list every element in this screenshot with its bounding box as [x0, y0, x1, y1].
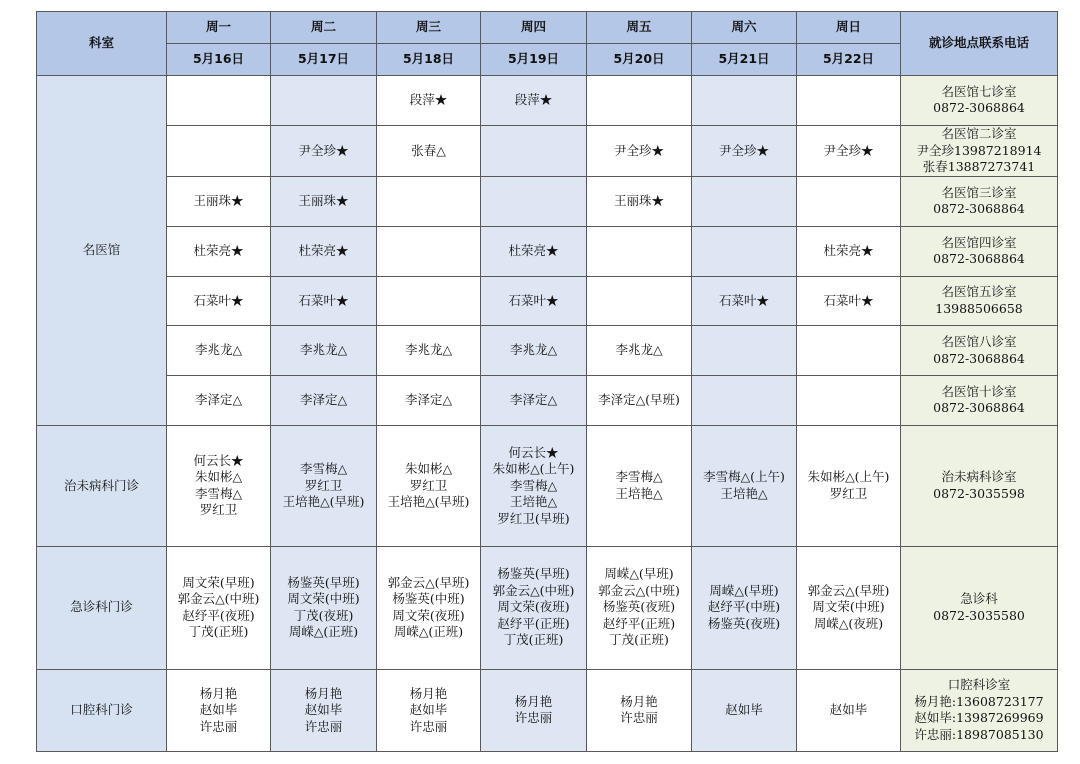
duty-cell — [377, 669, 481, 751]
clinic-room: 口腔科诊室 — [947, 677, 1011, 693]
duty-cell — [797, 226, 901, 276]
duty-cell — [692, 177, 797, 227]
doctor-name: 杨月艳 — [409, 685, 448, 701]
doctor-name: 石菜叶★ — [718, 292, 769, 308]
phone-number: 0872-3068864 — [933, 350, 1025, 366]
doctor-name: 朱如彬△ — [194, 469, 243, 485]
doctor-name: 周嵘△(早班) — [709, 582, 779, 598]
clinic-room: 名医馆十诊室 — [941, 383, 1017, 399]
doctor-name: 杨月艳 — [304, 685, 343, 701]
doctor-name: 赵纾平(正班) — [497, 615, 570, 631]
doctor-name: 李兆龙△ — [299, 342, 348, 358]
doctor-name: 许忠丽 — [304, 718, 343, 734]
duty-cell — [377, 76, 481, 126]
doctor-name: 李泽定△(早班) — [598, 392, 680, 408]
duty-cell — [271, 425, 377, 546]
phone-number: 0872-3068864 — [933, 251, 1025, 267]
duty-cell — [377, 226, 481, 276]
duty-cell — [587, 376, 692, 426]
location-contact-cell — [901, 177, 1058, 227]
doctor-name: 许忠丽 — [514, 710, 553, 726]
duty-schedule-table — [36, 11, 1058, 752]
clinic-room: 名医馆三诊室 — [941, 184, 1017, 200]
location-contact-cell — [901, 376, 1058, 426]
duty-cell — [481, 226, 587, 276]
duty-cell — [692, 125, 797, 176]
phone-number: 13988506658 — [935, 300, 1023, 316]
date-header: 5月19日 — [481, 44, 587, 76]
weekday-header: 周二 — [271, 12, 377, 44]
schedule-row — [37, 177, 1058, 227]
clinic-room: 名医馆四诊室 — [941, 234, 1017, 250]
duty-cell — [797, 326, 901, 376]
date-header: 5月22日 — [797, 44, 901, 76]
doctor-name: 许忠丽 — [409, 718, 448, 734]
schedule-row — [37, 125, 1058, 176]
phone-number: 0872-3068864 — [933, 201, 1025, 217]
duty-cell — [271, 177, 377, 227]
duty-cell — [692, 546, 797, 669]
dept-cell: 口腔科门诊 — [37, 669, 167, 751]
doctor-name: 周文荣(夜班) — [392, 607, 465, 623]
duty-cell — [167, 276, 271, 326]
doctor-name: 杜荣亮★ — [823, 242, 874, 258]
date-header: 5月16日 — [167, 44, 271, 76]
doctor-name: 何云长★ — [508, 444, 559, 460]
doctor-name: 李雪梅△(上午) — [703, 469, 785, 485]
duty-cell — [587, 425, 692, 546]
duty-cell — [692, 669, 797, 751]
duty-cell — [271, 669, 377, 751]
duty-cell — [587, 276, 692, 326]
weekday-header: 周五 — [587, 12, 692, 44]
doctor-name: 许忠丽 — [199, 718, 238, 734]
duty-cell — [377, 326, 481, 376]
duty-cell — [481, 669, 587, 751]
doctor-name: 周嵘△(正班) — [288, 624, 359, 640]
dept-cell: 治未病科门诊 — [37, 425, 167, 546]
duty-cell — [587, 76, 692, 126]
duty-cell — [167, 326, 271, 376]
duty-cell — [377, 276, 481, 326]
phone-number: 0872-3035580 — [933, 607, 1025, 623]
doctor-name: 尹全珍★ — [823, 142, 874, 158]
doctor-name: 王培艳△(早班) — [387, 494, 470, 510]
duty-cell — [692, 276, 797, 326]
duty-cell — [587, 125, 692, 176]
doctor-name: 杨月艳 — [620, 693, 658, 709]
doctor-name: 朱如彬△(上午) — [492, 461, 575, 477]
duty-cell — [481, 376, 587, 426]
duty-cell — [692, 326, 797, 376]
doctor-name: 李雪梅△ — [299, 461, 348, 477]
doctor-name: 赵如毕 — [199, 702, 238, 718]
phone-number: 许忠丽:18987085130 — [914, 726, 1044, 742]
clinic-room: 名医馆二诊室 — [941, 126, 1017, 142]
phone-number: 0872-3068864 — [933, 100, 1025, 116]
schedule-row — [37, 76, 1058, 126]
doctor-name: 周文荣(中班) — [812, 599, 885, 615]
duty-cell — [797, 425, 901, 546]
doctor-name: 丁茂(正班) — [188, 624, 249, 640]
duty-cell — [481, 546, 587, 669]
weekday-header: 周日 — [797, 12, 901, 44]
doctor-name: 李雪梅△ — [509, 477, 558, 493]
doctor-name: 石菜叶★ — [508, 292, 559, 308]
doctor-name: 杨月艳 — [514, 693, 553, 709]
doctor-name: 杨鉴英(夜班) — [602, 599, 676, 615]
location-contact-cell — [901, 76, 1058, 126]
phone-number: 赵如毕:13987269969 — [914, 710, 1044, 726]
duty-cell — [271, 125, 377, 176]
doctor-name: 郭金云△(中班) — [598, 582, 680, 598]
doctor-name: 段萍★ — [514, 92, 553, 108]
duty-cell — [692, 226, 797, 276]
weekday-header: 周一 — [167, 12, 271, 44]
phone-number: 杨月艳:13608723177 — [914, 693, 1044, 709]
duty-cell — [481, 425, 587, 546]
doctor-name: 石菜叶★ — [823, 292, 874, 308]
doctor-name: 王丽珠★ — [613, 193, 664, 209]
phone-number: 0872-3068864 — [933, 400, 1025, 416]
clinic-room: 名医馆五诊室 — [941, 284, 1017, 300]
location-contact-cell — [901, 226, 1058, 276]
date-header: 5月18日 — [377, 44, 481, 76]
duty-cell — [481, 177, 587, 227]
doctor-name: 石菜叶★ — [298, 292, 349, 308]
duty-cell — [692, 425, 797, 546]
doctor-name: 赵纾平(正班) — [602, 615, 676, 631]
doctor-name: 赵如毕 — [829, 702, 868, 718]
weekday-header: 周四 — [481, 12, 587, 44]
doctor-name: 周文荣(中班) — [287, 591, 360, 607]
doctor-name: 丁茂(正班) — [503, 632, 564, 648]
header-weekday-row — [37, 12, 1058, 44]
location-contact-cell — [901, 326, 1058, 376]
location-contact-cell — [901, 125, 1058, 176]
doctor-name: 赵如毕 — [304, 702, 343, 718]
doctor-name: 朱如彬△ — [404, 461, 453, 477]
doctor-name: 王培艳△ — [509, 494, 558, 510]
doctor-name: 赵纾平(夜班) — [182, 607, 255, 623]
weekday-header: 周六 — [692, 12, 797, 44]
schedule-row — [37, 326, 1058, 376]
doctor-name: 郭金云△(早班) — [807, 582, 890, 598]
doctor-name: 李雪梅△ — [615, 469, 663, 485]
doctor-name: 丁茂(正班) — [609, 632, 669, 648]
duty-cell — [797, 276, 901, 326]
doctor-name: 石菜叶★ — [193, 292, 244, 308]
doctor-name: 郭金云△(早班) — [387, 574, 470, 590]
duty-cell — [167, 669, 271, 751]
clinic-room: 名医馆七诊室 — [941, 83, 1017, 99]
schedule-row — [37, 376, 1058, 426]
doctor-name: 李兆龙△ — [404, 342, 453, 358]
doctor-name: 王培艳△ — [720, 485, 768, 501]
doctor-name: 周嵘△(夜班) — [813, 615, 884, 631]
doctor-name: 罗红卫 — [199, 502, 238, 518]
schedule-row — [37, 546, 1058, 669]
doctor-name: 尹全珍★ — [298, 142, 349, 158]
doctor-name: 李泽定△ — [194, 392, 243, 408]
duty-cell — [797, 376, 901, 426]
duty-cell — [271, 76, 377, 126]
doctor-name: 罗红卫 — [304, 477, 343, 493]
doctor-name: 杨月艳 — [199, 685, 238, 701]
duty-cell — [167, 425, 271, 546]
doctor-name: 赵如毕 — [409, 702, 448, 718]
duty-cell — [167, 76, 271, 126]
phone-number: 尹全珍13987218914 — [916, 142, 1042, 158]
duty-cell — [797, 177, 901, 227]
weekday-header: 周三 — [377, 12, 481, 44]
location-contact-cell — [901, 425, 1058, 546]
doctor-name: 张春△ — [411, 142, 446, 158]
date-header: 5月21日 — [692, 44, 797, 76]
phone-number: 0872-3035598 — [933, 485, 1025, 501]
duty-cell — [797, 125, 901, 176]
duty-cell — [692, 76, 797, 126]
doctor-name: 杜荣亮★ — [508, 242, 559, 258]
duty-cell — [587, 669, 692, 751]
duty-cell — [797, 546, 901, 669]
doctor-name: 王丽珠★ — [193, 193, 244, 209]
location-contact-cell — [901, 546, 1058, 669]
dept-cell: 急诊科门诊 — [37, 546, 167, 669]
schedule-row — [37, 276, 1058, 326]
doctor-name: 罗红卫 — [409, 477, 448, 493]
schedule-row — [37, 669, 1058, 751]
duty-cell — [167, 376, 271, 426]
location-contact-cell — [901, 669, 1058, 751]
doctor-name: 周嵘△(早班) — [604, 566, 674, 582]
duty-cell — [271, 226, 377, 276]
schedule-row — [37, 425, 1058, 546]
duty-cell — [587, 177, 692, 227]
doctor-name: 王培艳△(早班) — [282, 494, 365, 510]
schedule-row — [37, 226, 1058, 276]
duty-cell — [167, 226, 271, 276]
clinic-room: 急诊科 — [960, 591, 998, 607]
location-contact-cell — [901, 276, 1058, 326]
duty-cell — [377, 177, 481, 227]
clinic-room: 名医馆八诊室 — [941, 334, 1017, 350]
doctor-name: 杜荣亮★ — [193, 242, 244, 258]
phone-number: 张春13887273741 — [922, 159, 1036, 175]
doctor-name: 李兆龙△ — [615, 342, 663, 358]
doctor-name: 王培艳△ — [615, 485, 663, 501]
doctor-name: 段萍★ — [409, 92, 448, 108]
doctor-name: 王丽珠★ — [298, 193, 349, 209]
duty-cell — [587, 326, 692, 376]
duty-cell — [377, 425, 481, 546]
duty-cell — [167, 125, 271, 176]
duty-cell — [271, 546, 377, 669]
doctor-name: 杨鉴英(中班) — [392, 591, 465, 607]
doctor-name: 赵如毕 — [725, 702, 763, 718]
doctor-name: 李雪梅△ — [194, 485, 243, 501]
duty-cell — [377, 125, 481, 176]
doctor-name: 郭金云△(中班) — [177, 591, 260, 607]
duty-cell — [377, 376, 481, 426]
doctor-name: 杨鉴英(夜班) — [707, 615, 781, 631]
duty-cell — [797, 669, 901, 751]
doctor-name: 丁茂(夜班) — [293, 607, 354, 623]
duty-cell — [481, 76, 587, 126]
doctor-name: 许忠丽 — [620, 710, 658, 726]
doctor-name: 杨鉴英(早班) — [287, 574, 360, 590]
duty-cell — [692, 376, 797, 426]
duty-cell — [271, 276, 377, 326]
duty-cell — [481, 326, 587, 376]
dept-header: 科室 — [37, 12, 167, 76]
doctor-name: 尹全珍★ — [613, 142, 664, 158]
duty-cell — [481, 125, 587, 176]
doctor-name: 朱如彬△(上午) — [807, 469, 890, 485]
doctor-name: 罗红卫 — [829, 485, 868, 501]
duty-cell — [167, 177, 271, 227]
schedule-body — [37, 76, 1058, 752]
date-header: 5月20日 — [587, 44, 692, 76]
duty-cell — [587, 226, 692, 276]
doctor-name: 罗红卫(早班) — [497, 510, 570, 526]
doctor-name: 周文荣(早班) — [182, 574, 255, 590]
doctor-name: 李泽定△ — [404, 392, 453, 408]
clinic-room: 治未病科诊室 — [941, 469, 1017, 485]
doctor-name: 周嵘△(正班) — [393, 624, 464, 640]
doctor-name: 李泽定△ — [299, 392, 348, 408]
duty-cell — [481, 276, 587, 326]
doctor-name: 李兆龙△ — [509, 342, 558, 358]
duty-cell — [797, 76, 901, 126]
duty-cell — [167, 546, 271, 669]
date-header: 5月17日 — [271, 44, 377, 76]
doctor-name: 周文荣(夜班) — [497, 599, 570, 615]
duty-cell — [271, 326, 377, 376]
dept-cell: 名医馆 — [37, 76, 167, 426]
doctor-name: 尹全珍★ — [718, 142, 769, 158]
doctor-name: 赵纾平(中班) — [707, 599, 781, 615]
doctor-name: 何云长★ — [193, 452, 244, 468]
doctor-name: 郭金云△(中班) — [492, 582, 575, 598]
contact-header: 就诊地点联系电话 — [901, 12, 1058, 76]
doctor-name: 杜荣亮★ — [298, 242, 349, 258]
duty-cell — [377, 546, 481, 669]
duty-cell — [271, 376, 377, 426]
doctor-name: 李兆龙△ — [194, 342, 243, 358]
doctor-name: 杨鉴英(早班) — [497, 566, 570, 582]
duty-cell — [587, 546, 692, 669]
doctor-name: 李泽定△ — [509, 392, 558, 408]
